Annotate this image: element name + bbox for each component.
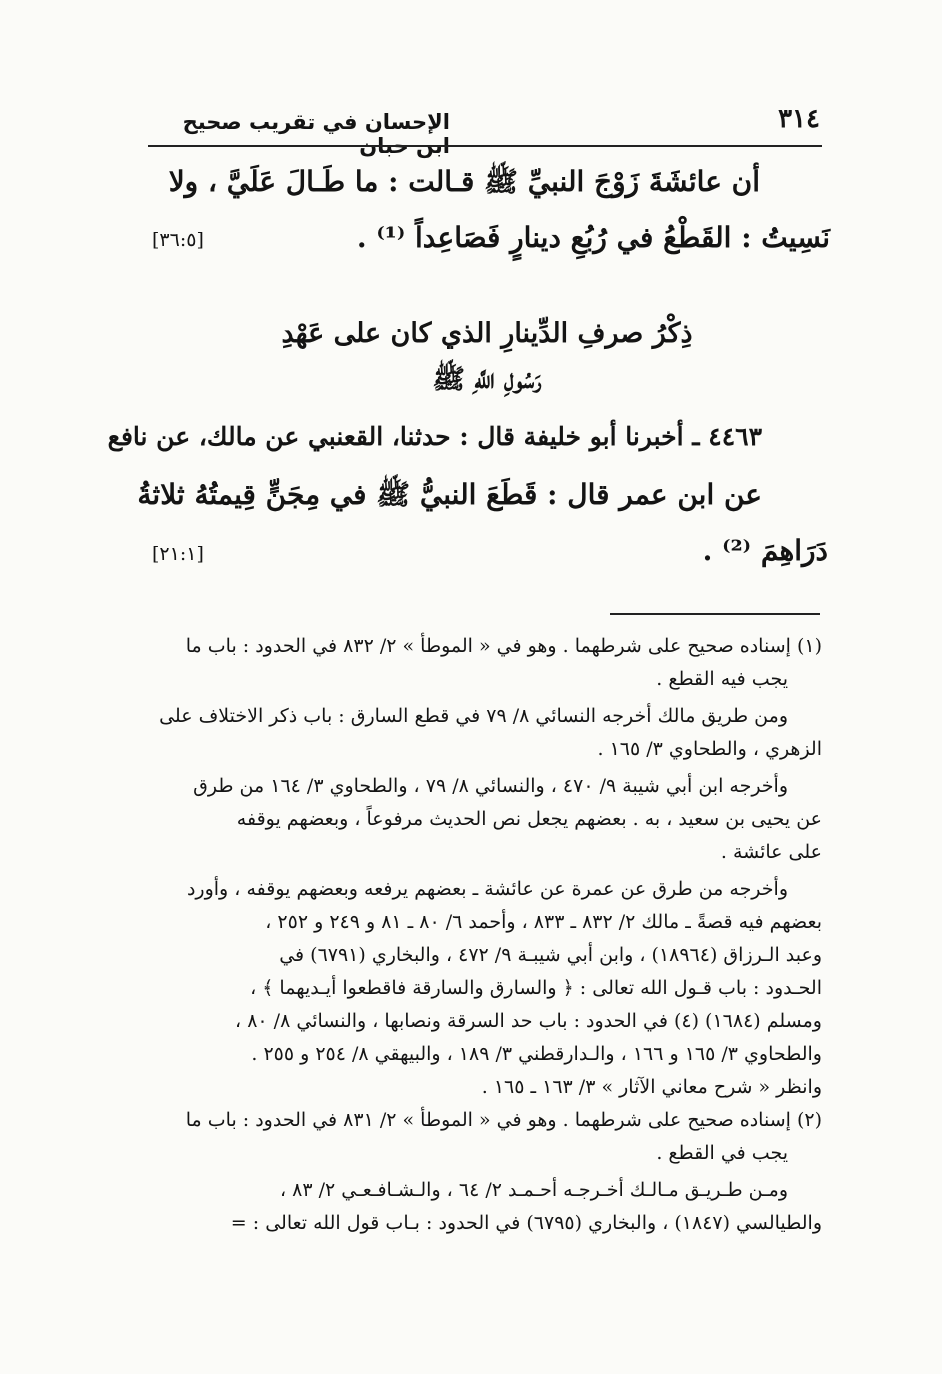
footnote-line: على عائشة . [720, 841, 822, 863]
footnote-line: يجب في القطع . [656, 1142, 788, 1164]
chapter-heading-line-1: ذِكْرُ صرفِ الدِّينارِ الذي كان على عَهْدِ [281, 318, 693, 349]
page-number: ٣١٤ [778, 104, 820, 134]
footnote-line: ومن طريق مالك أخرجه النسائي ٨/ ٧٩ في قطع السارق : باب ذكر الاختلاف على [159, 705, 788, 727]
footnote-line: وانظر « شرح معاني الآثار » ٣/ ١٦٣ ـ ١٦٥ . [481, 1076, 822, 1098]
footnote-line: الزهري ، والطحاوي ٣/ ١٦٥ . [597, 738, 822, 760]
footnote-separator [610, 613, 820, 615]
footnote-line: الحـدود : باب قـول الله تعالى : ﴿ والسارق والسارقة فاقطعوا أيـديهما ﴾ ، [250, 977, 822, 999]
footnote-line: (١) إسناده صحيح على شرطهما . وهو في « الموطأ » ٢/ ٨٣٢ في الحدود : باب ما [185, 635, 822, 657]
footnote-line: وعبد الـرزاق (١٨٩٦٤) ، وابن أبي شيبـة ٩/ ٤٧٢ ، والبخاري (٦٧٩١) في [279, 944, 822, 966]
footnote-line: والطيالسي (١٨٤٧) ، والبخاري (٦٧٩٥) في الحدود : بـاب قول الله تعالى : = [230, 1212, 822, 1234]
footnote-line: وأخرجه من طرق عن عمرة عن عائشة ـ بعضهم يرفعه وبعضهم يوقفه ، وأورد [186, 878, 788, 900]
footnote-line: وأخرجه ابن أبي شيبة ٩/ ٤٧٠ ، والنسائي ٨/ ٧٩ ، والطحاوي ٣/ ١٦٤ من طرق [193, 775, 788, 797]
hadith-1-line-1: أن عائشَةَ زَوْجَ النبيِّ ﷺ قـالت : ما طَـالَ عَلَيَّ ، ولا [168, 165, 760, 198]
footnote-line: عن يحيى بن سعيد ، به . بعضهم يجعل نص الحديث مرفوعاً ، وبعضهم يوقفه [236, 808, 822, 830]
footnote-line: (٢) إسناده صحيح على شرطهما . وهو في « الموطأ » ٢/ ٨٣١ في الحدود : باب ما [185, 1109, 822, 1131]
running-title: الإحسان في تقريب صحيح ابن حبان [182, 110, 450, 158]
chapter-heading-line-2: رَسُولِ اللَّهِ ﷺ [432, 364, 542, 395]
hadith-2-reference: [٢١:١] [152, 543, 204, 565]
footnotes [150, 630, 822, 1240]
hadith-2-line-1: ٤٤٦٣ ـ أخبرنا أبو خليفة قال : حدثنا، القعنبي عن مالك، عن نافع [107, 422, 762, 451]
footnote-line: بعضهم فيه قصةً ـ مالك ٢/ ٨٣٢ ـ ٨٣٣ ، وأحمد ٦/ ٨٠ ـ ٨١ و ٢٤٩ و ٢٥٢ ، [265, 911, 822, 933]
header-rule [148, 145, 822, 147]
footnote-line: ومسلم (١٦٨٤) (٤) في الحدود : باب حد السرقة ونصابها ، والنسائي ٨/ ٨٠ ، [235, 1010, 822, 1032]
hadith-1-line-2: نَسِيتُ : القَطْعُ في رُبُعِ دينارٍ فَصَاعِداً ⁽¹⁾ . [356, 221, 830, 254]
footnote-line: ومـن طـريـق مـالـك أخـرجـه أحـمـد ٢/ ٦٤ ، والـشـافـعـي ٢/ ٨٣ ، [280, 1179, 788, 1201]
hadith-2-line-2: عن ابن عمر قال : قَطَعَ النبيُّ ﷺ في مِجَنٍّ قِيمتُهُ ثلاثةُ [137, 478, 762, 511]
footnote-line: يجب فيه القطع . [656, 668, 788, 690]
hadith-1-reference: [٣٦:٥] [152, 229, 204, 251]
footnote-line: والطحاوي ٣/ ١٦٥ و ١٦٦ ، والـدارقطني ٣/ ١٨٩ ، والبيهقي ٨/ ٢٥٤ و ٢٥٥ . [251, 1043, 822, 1065]
hadith-2-line-3: دَرَاهِمَ ⁽²⁾ . [702, 534, 828, 567]
